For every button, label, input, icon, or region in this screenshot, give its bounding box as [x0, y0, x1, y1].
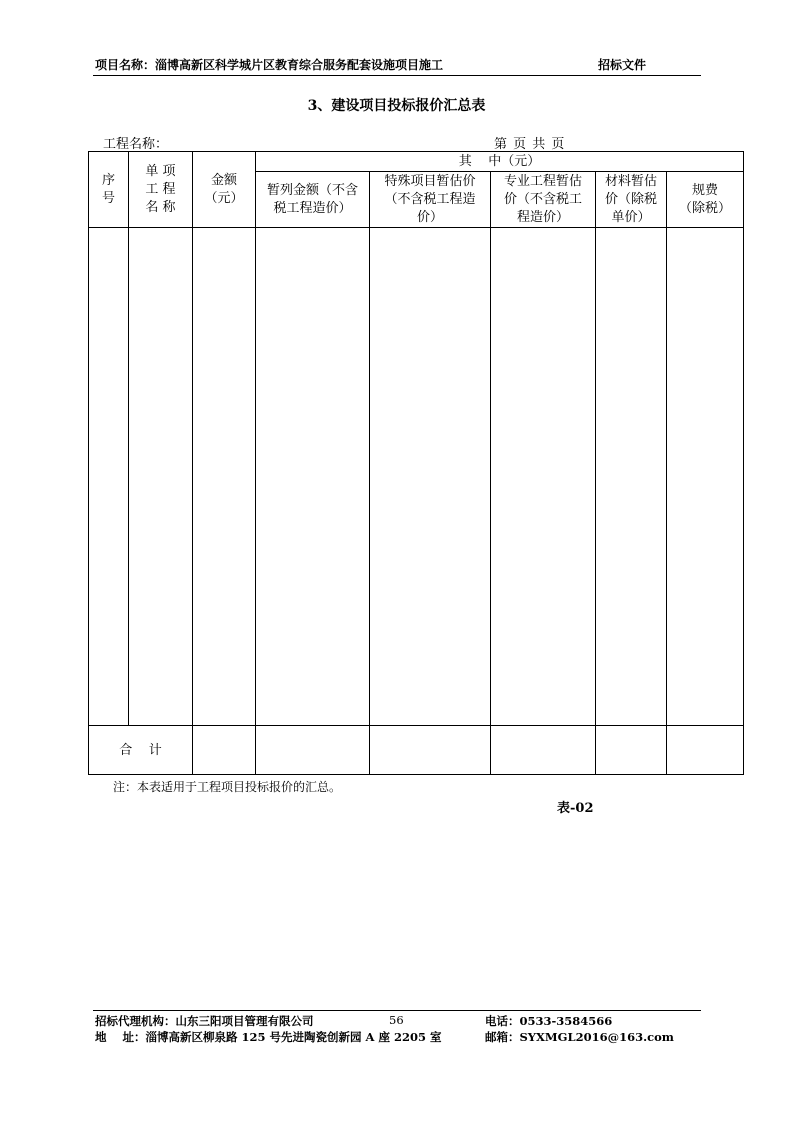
- page-count-label: 第 页 共 页: [494, 137, 566, 152]
- page-number: 56: [389, 1013, 404, 1027]
- bid-summary-table: [88, 151, 744, 775]
- total-row: [89, 726, 744, 775]
- page-title: 3、建设项目投标报价汇总表: [307, 98, 486, 114]
- header-breakdown: 其 中（元）: [256, 152, 744, 172]
- total-provisional-sum: [256, 726, 370, 775]
- total-material-estimate: [596, 726, 667, 775]
- header-seq: 序 号: [89, 152, 129, 228]
- cell-special-item-estimate: [370, 228, 491, 726]
- header-document-type: 招标文件: [598, 58, 647, 72]
- project-name-label: 工程名称：: [103, 137, 169, 152]
- header-divider: [93, 75, 701, 76]
- footer-address: 地 址：淄博高新区柳泉路 125 号先进陶瓷创新园 A 座 2205 室: [95, 1030, 442, 1044]
- footer-phone: 电话：0533-3584566: [485, 1014, 613, 1028]
- cell-item-name: [129, 228, 193, 726]
- table-note: 注：本表适用于工程项目投标报价的汇总。: [113, 780, 342, 794]
- header-material-estimate: 材料暂估 价（除税 单价）: [596, 172, 667, 228]
- cell-specialty-work-estimate: [491, 228, 596, 726]
- header-specialty-work-estimate: 专业工程暂估 价（不含税工 程造价）: [491, 172, 596, 228]
- table-identifier: 表-02: [557, 801, 594, 816]
- cell-provisional-sum: [256, 228, 370, 726]
- footer-agency: 招标代理机构：山东三阳项目管理有限公司: [95, 1014, 314, 1028]
- cell-material-estimate: [596, 228, 667, 726]
- header-special-item-estimate: 特殊项目暂估价 （不含税工程造 价）: [370, 172, 491, 228]
- header-project-name: 项目名称：淄博高新区科学城片区教育综合服务配套设施项目施工: [95, 58, 444, 72]
- footer-email: 邮箱：SYXMGL2016@163.com: [485, 1030, 674, 1044]
- header-amount: 金额 （元）: [193, 152, 256, 228]
- table-row: [89, 228, 744, 726]
- cell-fees: [667, 228, 744, 726]
- cell-seq: [89, 228, 129, 726]
- footer-divider: [93, 1010, 701, 1011]
- total-label: 合 计: [89, 726, 193, 775]
- total-specialty-work-estimate: [491, 726, 596, 775]
- header-fees: 规费 （除税）: [667, 172, 744, 228]
- total-amount: [193, 726, 256, 775]
- total-special-item-estimate: [370, 726, 491, 775]
- header-item-name: 单 项 工 程 名 称: [129, 152, 193, 228]
- cell-amount: [193, 228, 256, 726]
- header-provisional-sum: 暂列金额（不含 税工程造价）: [256, 172, 370, 228]
- total-fees: [667, 726, 744, 775]
